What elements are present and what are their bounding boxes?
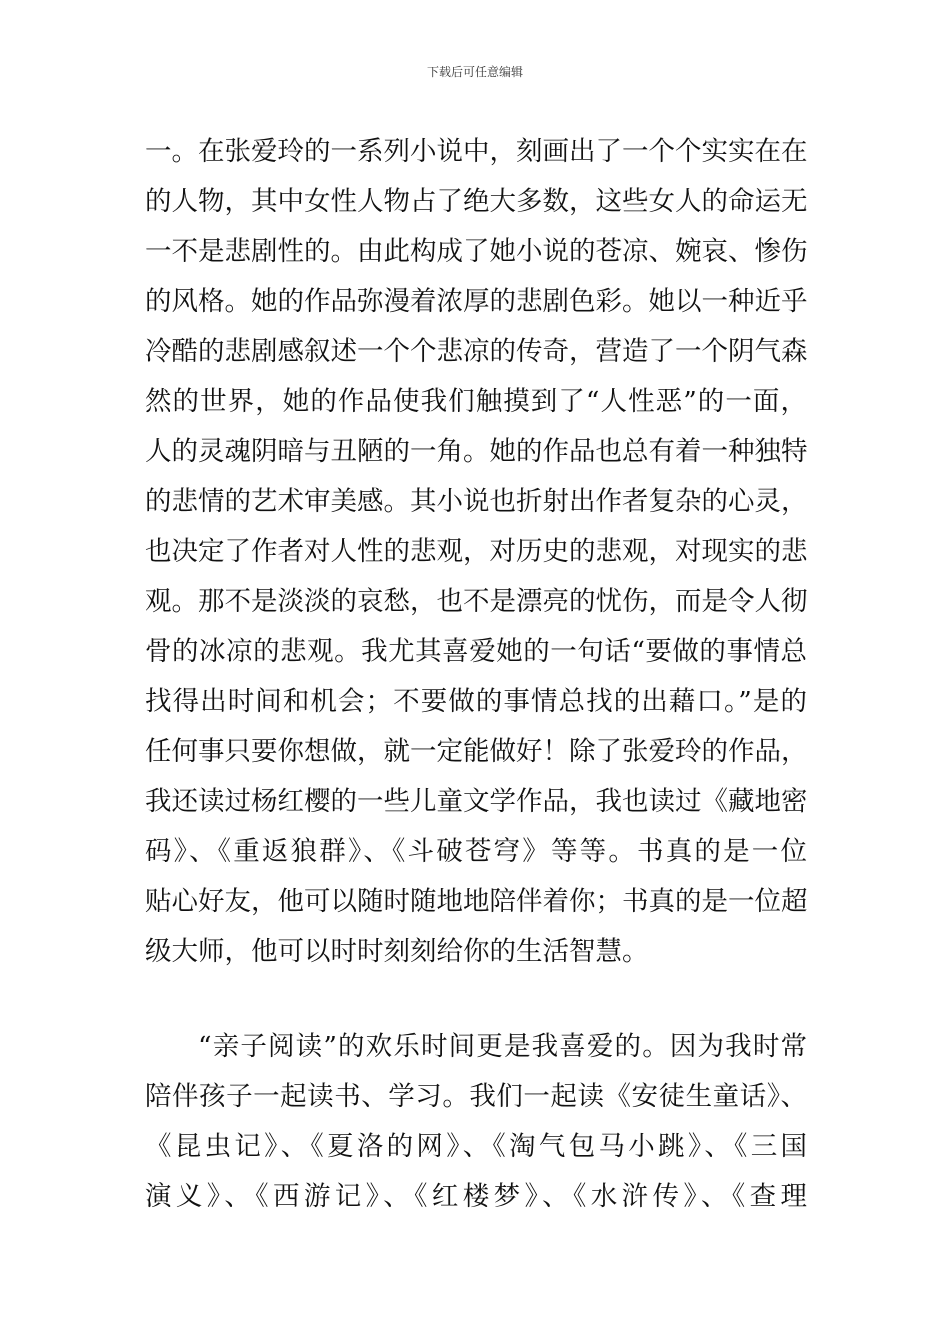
text-line: 贴心好友，他可以随时随地地陪伴着你；书真的是一位超 — [145, 886, 808, 917]
text-line: 观。那不是淡淡的哀愁，也不是漂亮的忧伤，而是令人彻 — [145, 586, 808, 617]
text-line: 一。在张爱玲的一系列小说中，刻画出了一个个实实在在 — [145, 136, 808, 167]
text-line: “亲子阅读”的欢乐时间更是我喜爱的。因为我时常 — [198, 1031, 807, 1062]
text-line: 我还读过杨红樱的一些儿童文学作品，我也读过《藏地密 — [145, 786, 808, 817]
paragraph-2 — [145, 1022, 807, 1222]
text-line: 任何事只要你想做，就一定能做好！除了张爱玲的作品， — [145, 736, 808, 767]
text-line: 找得出时间和机会；不要做的事情总找的出藉口。”是的 — [145, 686, 807, 717]
page-header: 下载后可任意编辑 — [426, 65, 523, 79]
paragraph-1 — [145, 127, 807, 977]
text-line: 的悲情的艺术审美感。其小说也折射出作者复杂的心灵， — [145, 486, 808, 517]
text-line: 的人物，其中女性人物占了绝大多数，这些女人的命运无 — [145, 186, 808, 217]
text-line: 人的灵魂阴暗与丑陋的一角。她的作品也总有着一种独特 — [145, 436, 808, 467]
text-line: 的风格。她的作品弥漫着浓厚的悲剧色彩。她以一种近乎 — [145, 286, 808, 317]
text-line: 码》、《重返狼群》、《斗破苍穹》等等。书真的是一位 — [145, 836, 807, 867]
text-line: 陪伴孩子一起读书、学习。我们一起读《安徒生童话》、 — [145, 1081, 807, 1112]
text-line: 演义》、《西游记》、《红楼梦》、《水浒传》、《查理 — [145, 1181, 807, 1212]
text-line: 然的世界，她的作品使我们触摸到了“人性恶”的一面， — [145, 386, 807, 417]
text-line: 《昆虫记》、《夏洛的网》、《淘气包马小跳》、《三国 — [145, 1131, 807, 1162]
text-line: 也决定了作者对人性的悲观，对历史的悲观，对现实的悲 — [145, 536, 808, 567]
text-line: 骨的冰凉的悲观。我尤其喜爱她的一句话“要做的事情总 — [145, 636, 807, 667]
text-line: 一不是悲剧性的。由此构成了她小说的苍凉、婉哀、惨伤 — [145, 236, 808, 267]
text-line: 级大师，他可以时时刻刻给你的生活智慧。 — [145, 936, 649, 967]
text-line: 冷酷的悲剧感叙述一个个悲凉的传奇，营造了一个阴气森 — [145, 336, 808, 367]
